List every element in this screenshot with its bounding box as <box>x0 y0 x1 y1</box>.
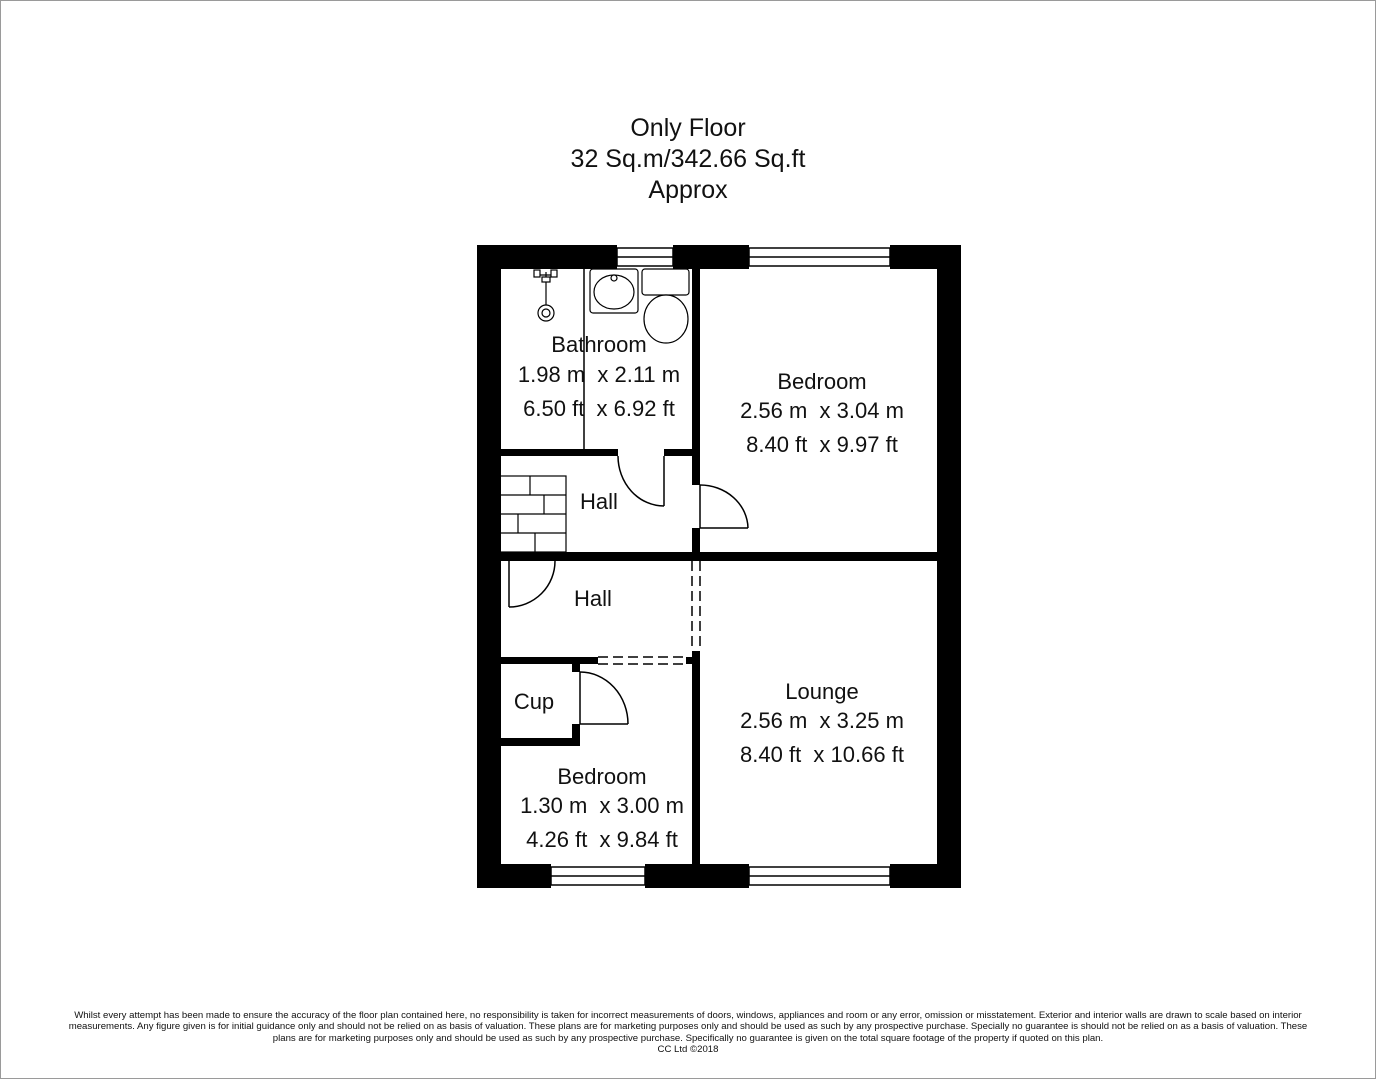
window-bedroom-2 <box>551 867 645 885</box>
room-metric: 1.30 m x 3.00 m <box>520 793 684 818</box>
disclaimer <box>60 1010 1316 1056</box>
floor-name: Only Floor <box>630 114 746 142</box>
exterior-walls <box>477 245 961 888</box>
room-imperial: 4.26 ft x 9.84 ft <box>526 827 678 852</box>
door-hall <box>509 561 555 607</box>
room-metric: 2.56 m x 3.25 m <box>740 708 904 733</box>
room-cupboard <box>514 689 554 714</box>
room-imperial: 8.40 ft x 10.66 ft <box>740 742 904 767</box>
room-name: Bedroom <box>777 369 867 394</box>
door-bedroom-1 <box>700 485 748 528</box>
toilet-icon <box>642 269 689 343</box>
room-lounge <box>740 679 904 767</box>
window-lounge <box>749 867 890 885</box>
door-bathroom <box>618 456 664 506</box>
shower-icon <box>534 270 557 321</box>
stairs <box>500 476 566 552</box>
open-plan-dashes <box>598 561 700 664</box>
room-hall-upper <box>580 489 618 514</box>
room-imperial: 6.50 ft x 6.92 ft <box>523 396 675 421</box>
room-name: Hall <box>574 586 612 611</box>
room-imperial: 8.40 ft x 9.97 ft <box>746 432 898 457</box>
room-name: Bedroom <box>557 764 647 789</box>
area-approx-note: Approx <box>648 176 728 204</box>
room-name: Bathroom <box>551 332 647 357</box>
room-name: Lounge <box>785 679 859 704</box>
room-name: Hall <box>580 489 618 514</box>
room-metric: 2.56 m x 3.04 m <box>740 398 904 423</box>
copyright: CC Ltd ©2018 <box>657 1044 719 1056</box>
room-bedroom-1 <box>740 369 904 457</box>
window-bedroom-1 <box>749 248 890 266</box>
doors <box>509 456 748 724</box>
floor-area: 32 Sq.m/342.66 Sq.ft <box>570 145 806 173</box>
room-hall-lower <box>574 586 612 611</box>
washbasin-icon <box>590 269 638 313</box>
door-cupboard <box>580 672 628 724</box>
window-bathroom <box>617 248 673 266</box>
disclaimer-text: Whilst every attempt has been made to ensure the accuracy of the floor plan contained here, no responsibility is taken for incorrect measurements of doors, windows, appliances and room or any error, omission or misstatement. Exterior and interior walls are drawn to scale based on interior measurements. Any figure given is for initial guidance only and should not be relied on as basis of valuation. These plans are for marketing purposes only and should be used as such by any prospective purchase. Specially no guarantee is should not be relied on as a basis of valuation. These plans are for marketing purposes only and should be used as such by any prospective purchase. Specifically no guarantee is given on the total square footage of the property if quoted on this plan. <box>68 1010 1308 1044</box>
room-name: Cup <box>513 689 555 714</box>
room-metric: 1.98 m x 2.11 m <box>517 362 681 387</box>
room-bedroom-2 <box>520 764 684 852</box>
room-bathroom <box>518 332 680 421</box>
